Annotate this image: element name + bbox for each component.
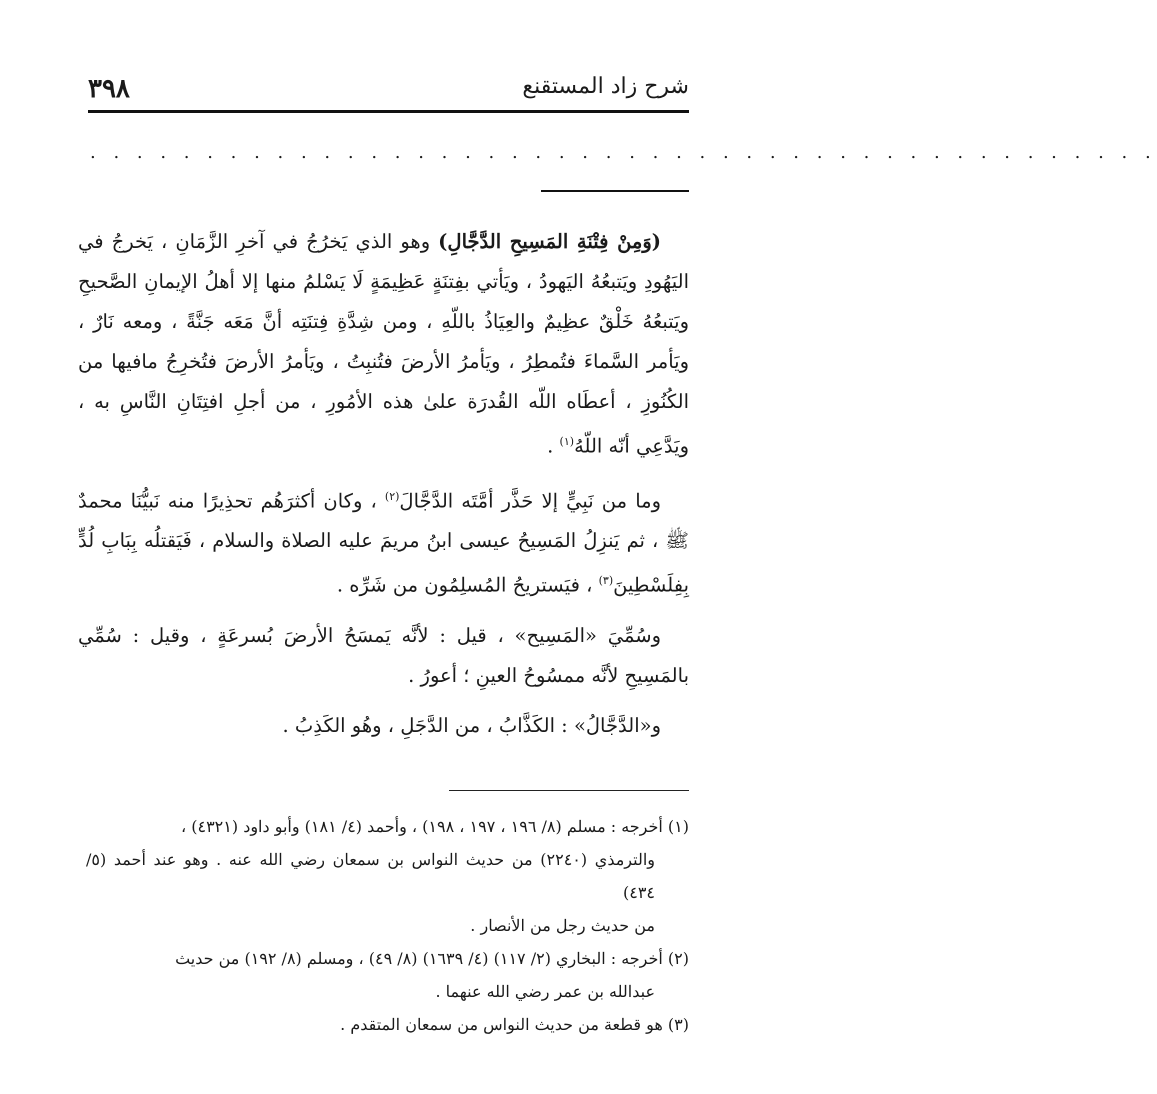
paragraph-text: وهو الذي يَخرُجُ في آخرِ الزَّمَانِ ، يَخرجُ في اليَهُودِ ويَتبعُهُ اليَهودُ ، ويَأتي بفِتنَةٍ عَظِيمَةٍ لَا يَسْلمُ منها إلا أهلُ الإيمانِ الصَّحيحِ ويَتبعُهُ خَلْقٌ عظِيمٌ والعِيَاذُ باللّهِ ، ومن شِدَّةِ فِتنَتِه أنَّ مَعَه جَنَّةً ، ومعه نَارٌ ، ويَأمر السَّماءَ فتُمطِرُ ، ويَأمرُ الأرضَ فتُنبِتُ ، ويَأمرُ الأرضَ فتُخرِجُ مافيها من الكُنُوزِ ، أعطَاه اللّه القُدرَة علىٰ هذه الأمُورِ ، من أجلِ افتِتَانِ النَّاسِ به ، ويَدَّعِي أنّه اللّهُ	[78, 230, 689, 458]
footnotes	[86, 810, 689, 1041]
footnote-ref[interactable]: (٣)	[598, 574, 614, 587]
main-text	[78, 222, 689, 756]
book-title: شرح زاد المستقنع	[522, 74, 689, 99]
paragraph-text: و«الدَّجَّالُ» : الكَذَّابُ ، من الدَّجَلِ ، وهُو الكَذِبُ .	[282, 713, 661, 737]
footnote-ref[interactable]: (١)	[559, 435, 575, 448]
paragraph-text: وما من نَبِيٍّ إلا حَذَّر أمَّتَه الدَّجَّالَ	[399, 489, 661, 512]
paragraph-text: وسُمِّيَ «المَسِيح» ، قيل : لأنَّه يَمسَحُ الأرضَ بُسرعَةٍ ، وقيل : سُمِّي بالمَسِيحِ لأنَّه ممسُوحُ العينِ ؛ أعورُ .	[78, 623, 689, 687]
dotted-separator: . . . . . . . . . . . . . . . . . . . . . . . . . . . . . . . . . . . . . . . . . . . . . .	[90, 142, 1157, 163]
paragraph-heading: (وَمِنْ فِتْنَةِ المَسِيحِ الدَّجَّالِ)	[438, 230, 662, 253]
paragraph-3	[78, 616, 689, 696]
paragraph-end: .	[547, 434, 560, 458]
paragraph-text: ، وكان أكثرَهُم تحذِيرًا منه نَبيُّنَا محمدٌ ﷺ ، ثم يَنزِلُ المَسِيحُ عيسى ابنُ مريمَ عليه الصلاة والسلام ، فَيَقتلُه بِبَابِ لُدٍّ بِفِلَسْطِينَ	[78, 489, 689, 597]
footnote-rule	[449, 790, 689, 791]
paragraph-4	[78, 706, 689, 746]
footnote-1-line: (١) أخرجه : مسلم (٨/ ١٩٦ ، ١٩٧ ، ١٩٨) ، وأحمد (٤/ ١٨١) وأبو داود (٤٣٢١) ،	[180, 817, 689, 836]
section-rule	[541, 190, 689, 192]
footnote-1-line: من حديث رجل من الأنصار .	[470, 916, 655, 935]
paragraph-text: ، فيَستريحُ المُسلِمُون من شَرِّه .	[336, 573, 599, 597]
footnote-2-line: عبدالله بن عمر رضي الله عنهما .	[435, 982, 655, 1001]
footnote-2-line: (٢) أخرجه : البخاري (٢/ ١١٧) (٤/ ١٦٣٩) (٨/ ٤٩) ، ومسلم (٨/ ١٩٢) من حديث	[175, 949, 689, 968]
footnote-1-line: والترمذي (٢٢٤٠) من حديث النواس بن سمعان رضي الله عنه . وهو عند أحمد (٥/ ٤٣٤)	[86, 850, 655, 902]
page-number: ٣٩٨	[88, 74, 130, 104]
paragraph-2	[78, 477, 689, 606]
paragraph-1	[78, 222, 689, 467]
footnote-ref[interactable]: (٢)	[384, 489, 400, 503]
page-header	[88, 70, 689, 113]
footnote-3-line: (٣) هو قطعة من حديث النواس من سمعان المتقدم .	[340, 1015, 689, 1034]
